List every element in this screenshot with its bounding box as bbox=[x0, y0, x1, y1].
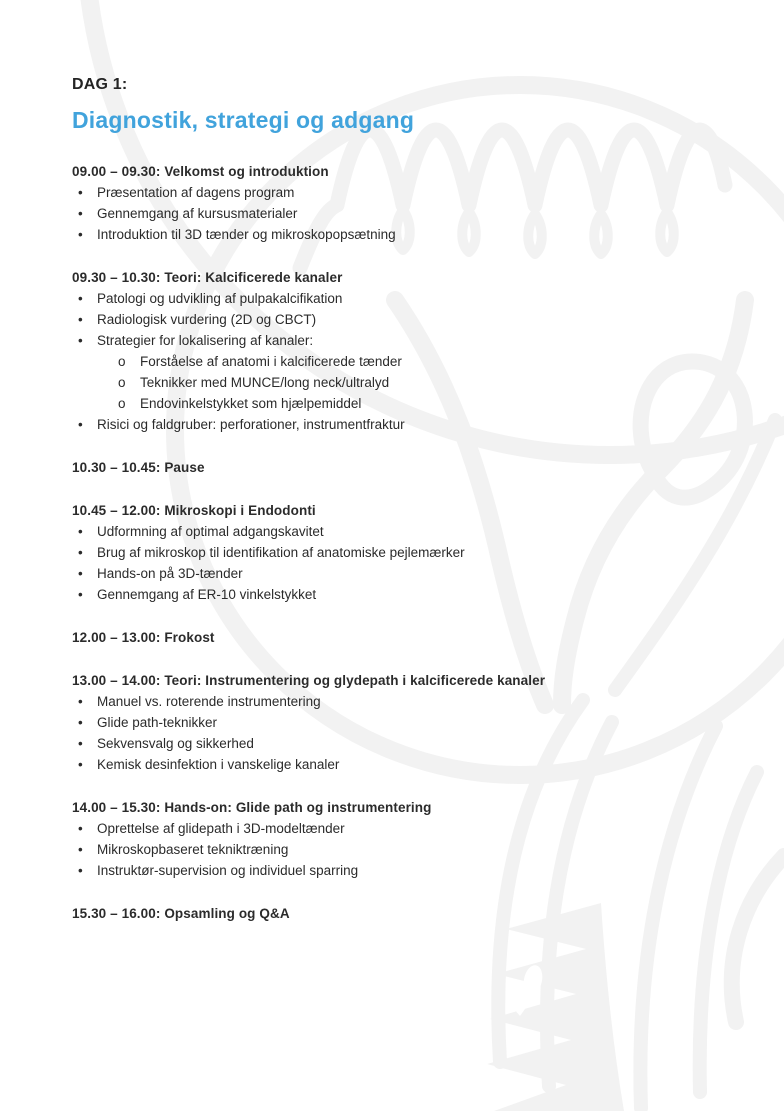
agenda-section-0900 bbox=[72, 161, 728, 245]
sub-bullet-marker: o bbox=[118, 354, 126, 369]
bullet-text: Oprettelse af glidepath i 3D-modeltænder bbox=[97, 821, 345, 836]
bullet-item bbox=[72, 733, 728, 754]
bullet-text: Instruktør-supervision og individuel sparring bbox=[97, 863, 359, 878]
bullet-marker: • bbox=[78, 566, 83, 581]
bullet-item bbox=[72, 521, 728, 542]
bullet-item bbox=[72, 691, 728, 712]
agenda-section-1030 bbox=[72, 457, 728, 478]
page-title: Diagnostik, strategi og adgang bbox=[72, 107, 415, 133]
bullet-marker: • bbox=[78, 736, 83, 751]
bullet-text: Gennemgang af kursusmaterialer bbox=[97, 206, 298, 221]
day-label: DAG 1: bbox=[72, 76, 128, 93]
bullet-marker: • bbox=[78, 715, 83, 730]
bullet-text: Præsentation af dagens program bbox=[97, 185, 295, 200]
bullet-marker: • bbox=[78, 227, 83, 242]
bullet-item bbox=[72, 860, 728, 881]
section-heading: 12.00 – 13.00: Frokost bbox=[72, 630, 215, 645]
bullet-text: Hands-on på 3D-tænder bbox=[97, 566, 243, 581]
bullet-item bbox=[72, 563, 728, 584]
bullet-text: Gennemgang af ER-10 vinkelstykket bbox=[97, 587, 317, 602]
bullet-marker: • bbox=[78, 863, 83, 878]
bullet-marker: • bbox=[78, 694, 83, 709]
bullet-text: Risici og faldgruber: perforationer, instrumentfraktur bbox=[97, 417, 405, 432]
bullet-marker: • bbox=[78, 587, 83, 602]
bullet-text: Strategier for lokalisering af kanaler: bbox=[97, 333, 314, 348]
bullet-text: Forståelse af anatomi i kalcificerede tænder bbox=[140, 354, 402, 369]
sub-bullet-marker: o bbox=[118, 375, 126, 390]
bullet-text: Sekvensvalg og sikkerhed bbox=[97, 736, 254, 751]
bullet-item bbox=[72, 224, 728, 245]
section-heading: 14.00 – 15.30: Hands-on: Glide path og instrumentering bbox=[72, 800, 432, 815]
bullet-item bbox=[72, 414, 728, 435]
bullet-marker: • bbox=[78, 524, 83, 539]
section-heading: 13.00 – 14.00: Teori: Instrumentering og glydepath i kalcificerede kanaler bbox=[72, 673, 546, 688]
bullet-item bbox=[72, 584, 728, 605]
bullet-text: Introduktion til 3D tænder og mikroskopopsætning bbox=[97, 227, 396, 242]
section-heading: 15.30 – 16.00: Opsamling og Q&A bbox=[72, 906, 290, 921]
bullet-marker: • bbox=[78, 291, 83, 306]
bullet-text: Udformning af optimal adgangskavitet bbox=[97, 524, 324, 539]
bullet-marker: • bbox=[78, 206, 83, 221]
bullet-marker: • bbox=[78, 185, 83, 200]
bullet-item bbox=[72, 182, 728, 203]
bullet-list bbox=[72, 521, 728, 605]
bullet-list bbox=[72, 182, 728, 245]
bullet-text: Brug af mikroskop til identifikation af anatomiske pejlemærker bbox=[97, 545, 465, 560]
agenda-section-1530 bbox=[72, 903, 728, 924]
bullet-list bbox=[72, 818, 728, 881]
bullet-list bbox=[72, 288, 728, 435]
bullet-text: Manuel vs. roterende instrumentering bbox=[97, 694, 321, 709]
agenda-section-1200 bbox=[72, 627, 728, 648]
bullet-item bbox=[72, 203, 728, 224]
sub-bullet-item bbox=[72, 372, 728, 393]
bullet-text: Mikroskopbaseret tekniktræning bbox=[97, 842, 289, 857]
bullet-item bbox=[72, 330, 728, 351]
agenda-section-1400 bbox=[72, 797, 728, 881]
bullet-item bbox=[72, 818, 728, 839]
bullet-item bbox=[72, 712, 728, 733]
bullet-item bbox=[72, 839, 728, 860]
bullet-text: Glide path-teknikker bbox=[97, 715, 218, 730]
agenda-section-1300 bbox=[72, 670, 728, 775]
bullet-marker: • bbox=[78, 757, 83, 772]
agenda-section-0930 bbox=[72, 267, 728, 435]
section-heading: 09.30 – 10.30: Teori: Kalcificerede kanaler bbox=[72, 270, 343, 285]
section-heading: 10.30 – 10.45: Pause bbox=[72, 460, 205, 475]
bullet-marker: • bbox=[78, 842, 83, 857]
bullet-item bbox=[72, 542, 728, 563]
bullet-text: Kemisk desinfektion i vanskelige kanaler bbox=[97, 757, 340, 772]
bullet-marker: • bbox=[78, 545, 83, 560]
bullet-marker: • bbox=[78, 821, 83, 836]
bullet-text: Patologi og udvikling af pulpakalcifikation bbox=[97, 291, 343, 306]
bullet-list bbox=[72, 691, 728, 775]
section-heading: 09.00 – 09.30: Velkomst og introduktion bbox=[72, 164, 329, 179]
bullet-marker: • bbox=[78, 417, 83, 432]
bullet-text: Teknikker med MUNCE/long neck/ultralyd bbox=[140, 375, 390, 390]
bullet-item bbox=[72, 754, 728, 775]
sub-bullet-marker: o bbox=[118, 396, 126, 411]
bullet-marker: • bbox=[78, 333, 83, 348]
bullet-item bbox=[72, 288, 728, 309]
section-heading: 10.45 – 12.00: Mikroskopi i Endodonti bbox=[72, 503, 316, 518]
bullet-marker: • bbox=[78, 312, 83, 327]
agenda-section-1045 bbox=[72, 500, 728, 605]
sub-bullet-item bbox=[72, 393, 728, 414]
bullet-item bbox=[72, 309, 728, 330]
bullet-text: Endovinkelstykket som hjælpemiddel bbox=[140, 396, 362, 411]
bullet-text: Radiologisk vurdering (2D og CBCT) bbox=[97, 312, 317, 327]
sub-bullet-item bbox=[72, 351, 728, 372]
